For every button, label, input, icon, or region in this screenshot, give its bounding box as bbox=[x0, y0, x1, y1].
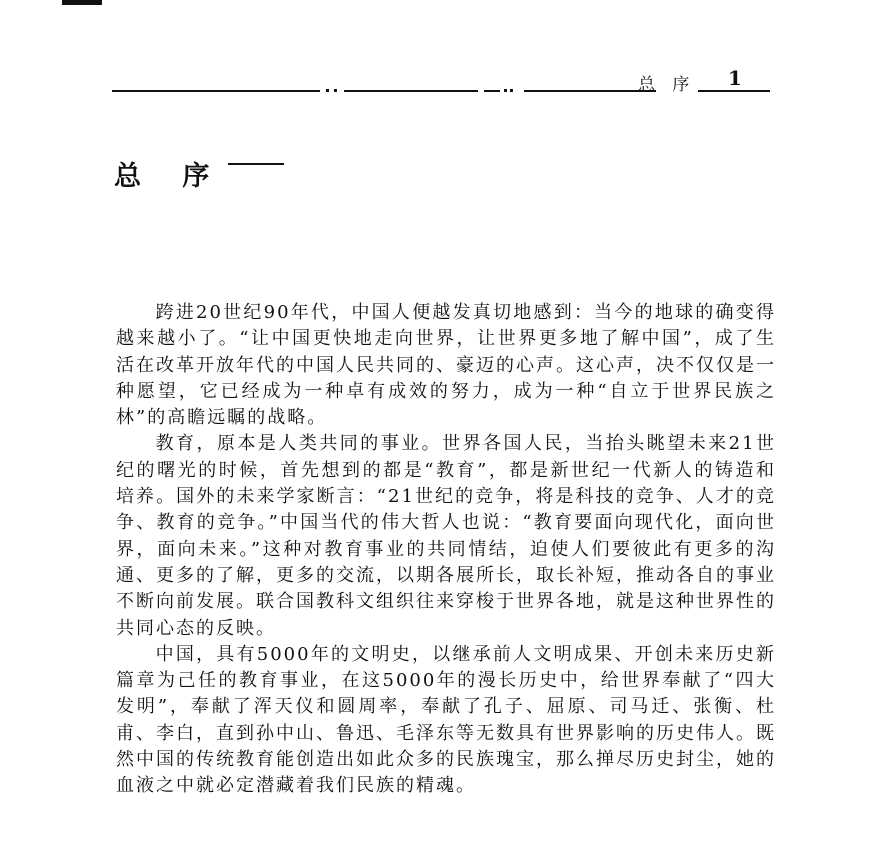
header-rule bbox=[484, 90, 500, 92]
header-rule-dot bbox=[510, 89, 513, 92]
page-number: 1 bbox=[728, 66, 742, 90]
header-rule bbox=[112, 90, 320, 92]
header-rule bbox=[698, 90, 770, 92]
running-header-label: 总 序 bbox=[638, 75, 696, 95]
header-rule bbox=[344, 90, 478, 92]
header-rule bbox=[524, 90, 656, 92]
paragraph: 中国，具有5000年的文明史，以继承前人文明成果、开创未来历史新篇章为己任的教育事业，在这5000年的漫长历史中，给世界奉献了“四大发明”，奉献了浑天仪和圆周率，奉献了孔子、屈原、司马迁、张衡、杜甫、李白，直到孙中山、鲁迅、毛泽东等无数具有世界影响的历史伟人。既然中国的传统教育能创造出如此众多的民族瑰宝，那么掸尽历史封尘，她的血液之中就必定潜藏着我们民族的精魂。 bbox=[116, 643, 776, 797]
body-text bbox=[116, 300, 776, 800]
scan-corner-mark bbox=[62, 0, 102, 5]
running-header bbox=[112, 66, 770, 96]
header-rule-dot bbox=[326, 89, 329, 92]
paragraph: 教育，原本是人类共同的事业。世界各国人民，当抬头眺望未来21世纪的曙光的时候，首先想到的都是“教育”，都是新世纪一代新人的铸造和培养。国外的未来学家断言：“21世纪的竞争，将是科技的竞争、人才的竞争、教育的竞争。”中国当代的伟大哲人也说：“教育要面向现代化，面向世界，面向未来。”这种对教育事业的共同情结，迫使人们要彼此有更多的沟通、更多的了解，更多的交流，以期各展所长，取长补短，推动各自的事业不断向前发展。联合国教科文组织往来穿梭于世界各地，就是这种世界性的共同心态的反映。 bbox=[116, 433, 776, 639]
paragraph: 跨进20世纪90年代，中国人便越发真切地感到：当今的地球的确变得越来越小了。“让中国更快地走向世界，让世界更多地了解中国”，成了生活在改革开放年代的中国人民共同的、豪迈的心声。这心声，决不仅仅是一种愿望，它已经成为一种卓有成效的努力，成为一种“自立于世界民族之林”的高瞻远瞩的战略。 bbox=[116, 302, 776, 429]
chapter-title-underline bbox=[228, 163, 284, 165]
header-rule-dot bbox=[334, 89, 337, 92]
header-rule-dot bbox=[504, 89, 507, 92]
chapter-title: 总 序 bbox=[114, 161, 226, 193]
